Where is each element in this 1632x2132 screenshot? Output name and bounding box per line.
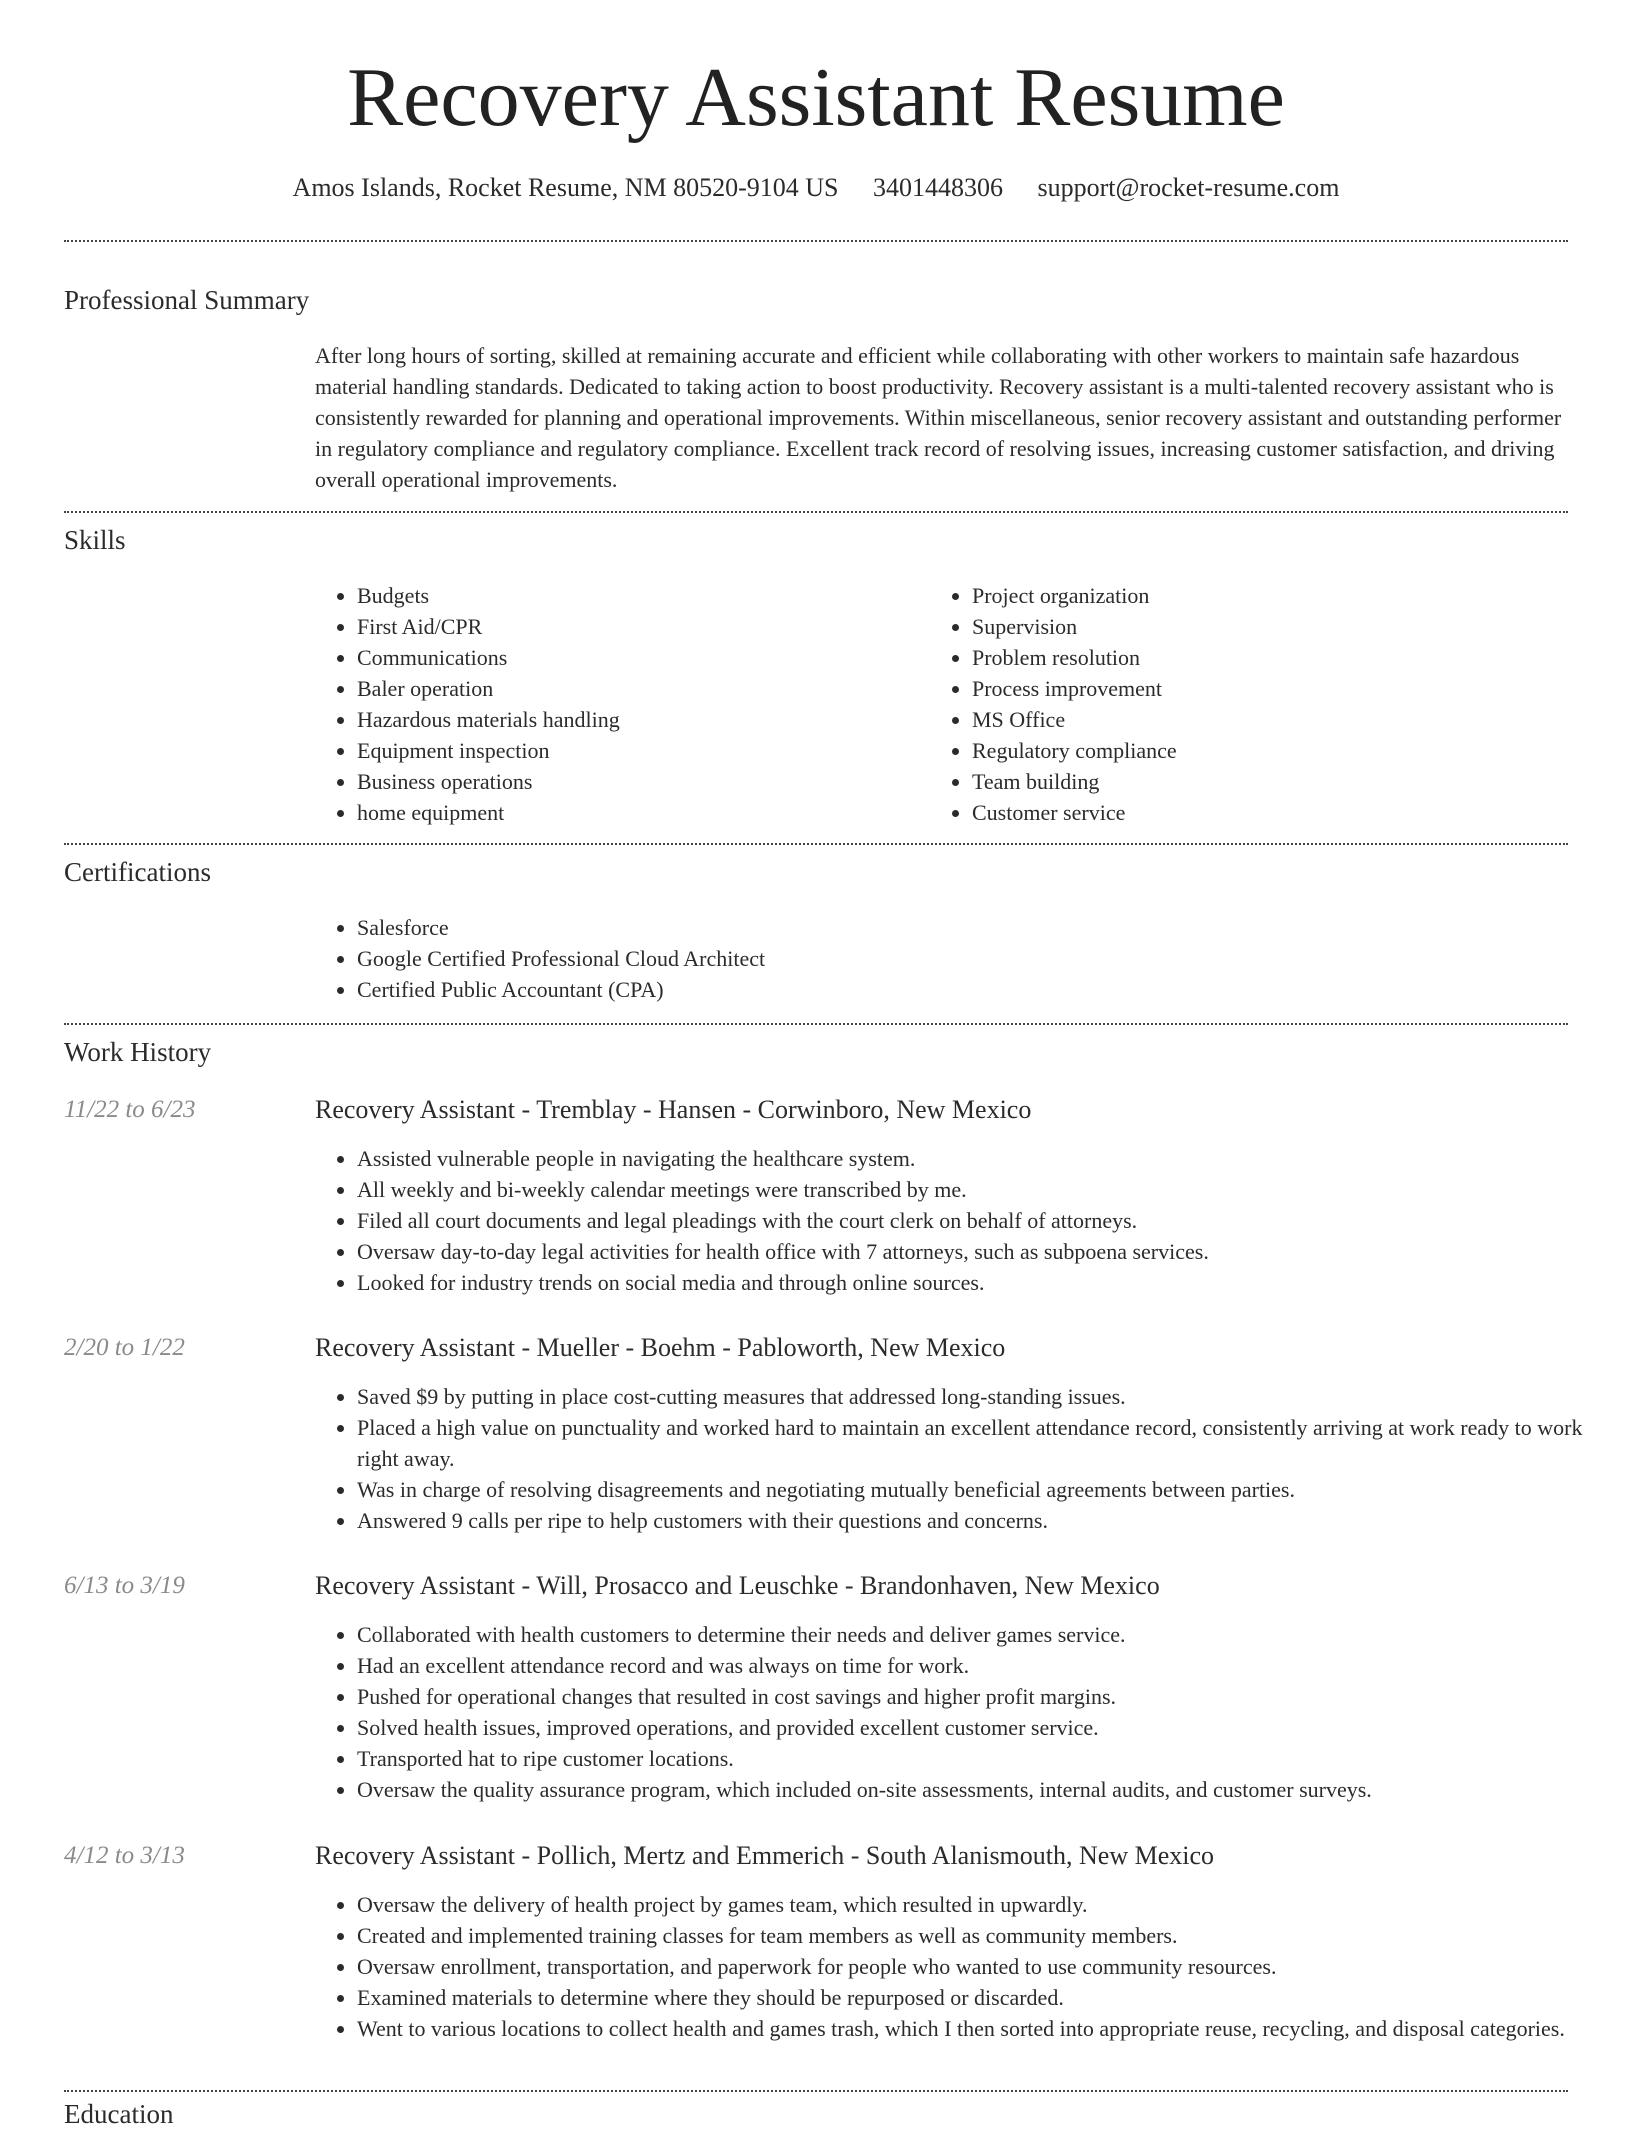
list-item: • Hazardous materials handling [357,704,917,735]
list-item: • Examined materials to determine where they should be repurposed or discarded. [357,1982,1607,2013]
contact-phone: 3401448306 [873,173,1004,202]
list-item: • Answered 9 calls per ripe to help customers with their questions and concerns. [357,1505,1607,1536]
list-item: • Oversaw the quality assurance program, which included on-site assessments, internal audits, and customer surveys. [357,1774,1607,1805]
list-item: • Solved health issues, improved operations, and provided excellent customer service. [357,1712,1607,1743]
list-item: • Communications [357,642,917,673]
list-item: • Process improvement [972,673,1572,704]
job-title: Recovery Assistant - Mueller - Boehm - Pabloworth, New Mexico [315,1333,1006,1362]
list-item: • Certified Public Accountant (CPA) [357,974,1557,1005]
list-item: • Had an excellent attendance record and was always on time for work. [357,1650,1607,1681]
list-item: • Supervision [972,611,1572,642]
section-divider [64,843,1568,845]
contact-address: Amos Islands, Rocket Resume, NM 80520-9104 US [292,173,839,202]
summary-text: After long hours of sorting, skilled at remaining accurate and efficient while collaborating with other workers to maintain safe hazardous material handling standards. Dedicated to taking action to boost productivity. Recovery assistant is a multi-talented recovery assistant who is consistently rewarded for planning and operational improvements. Within miscellaneous, senior recovery assistant and outstanding performer in regulatory compliance and regulatory compliance. Excellent track record of resolving issues, increasing customer satisfaction, and driving overall operational improvements. [315,343,1562,492]
job-title: Recovery Assistant - Will, Prosacco and Leuschke - Brandonhaven, New Mexico [315,1571,1160,1600]
job-bullets [313,1143,1607,1298]
contact-line [0,170,1632,206]
skills-list-left [313,580,917,828]
list-item: • Google Certified Professional Cloud Architect [357,943,1557,974]
job-dates: 2/20 to 1/22 [64,1334,185,1361]
job-dates: 4/12 to 3/13 [64,1842,185,1869]
section-divider [64,511,1568,513]
list-item: • Looked for industry trends on social media and through online sources. [357,1267,1607,1298]
education-heading: Education [64,2099,174,2129]
list-item: • Went to various locations to collect health and games trash, which I then sorted into appropriate reuse, recycling, and disposal categories. [357,2013,1607,2044]
work-history-heading: Work History [64,1037,212,1067]
list-item: • Oversaw day-to-day legal activities for health office with 7 attorneys, such as subpoena services. [357,1236,1607,1267]
job-dates: 6/13 to 3/19 [64,1572,185,1599]
list-item: • Placed a high value on punctuality and worked hard to maintain an excellent attendance record, consistently arriving at work ready to work right away. [357,1412,1607,1474]
list-item: • Saved $9 by putting in place cost-cutting measures that addressed long-standing issues. [357,1381,1607,1412]
list-item: • Assisted vulnerable people in navigating the healthcare system. [357,1143,1607,1174]
job-title: Recovery Assistant - Pollich, Mertz and Emmerich - South Alanismouth, New Mexico [315,1841,1215,1870]
section-divider [64,1023,1568,1025]
certifications-heading: Certifications [64,857,211,887]
list-item: • MS Office [972,704,1572,735]
contact-email: support@rocket-resume.com [1037,173,1340,202]
list-item: • Problem resolution [972,642,1572,673]
section-divider [64,2090,1568,2092]
list-item: • Equipment inspection [357,735,917,766]
list-item: • All weekly and bi-weekly calendar meetings were transcribed by me. [357,1174,1607,1205]
list-item: • Regulatory compliance [972,735,1572,766]
list-item: • Filed all court documents and legal pleadings with the court clerk on behalf of attorneys. [357,1205,1607,1236]
resume-title: Recovery Assistant Resume [347,51,1285,144]
list-item: • Was in charge of resolving disagreements and negotiating mutually beneficial agreements between parties. [357,1474,1607,1505]
certifications-list [313,912,1557,1005]
job-bullets [313,1381,1607,1536]
list-item: • home equipment [357,797,917,828]
list-item: • Salesforce [357,912,1557,943]
list-item: • Pushed for operational changes that resulted in cost savings and higher profit margins. [357,1681,1607,1712]
list-item: • Business operations [357,766,917,797]
list-item: • Created and implemented training classes for team members as well as community members. [357,1920,1607,1951]
list-item: • Budgets [357,580,917,611]
summary-heading: Professional Summary [64,285,310,315]
list-item: • Customer service [972,797,1572,828]
job-dates: 11/22 to 6/23 [64,1096,196,1123]
list-item: • Transported hat to ripe customer locations. [357,1743,1607,1774]
job-bullets [313,1619,1607,1805]
list-item: • Oversaw the delivery of health project by games team, which resulted in upwardly. [357,1889,1607,1920]
list-item: • Collaborated with health customers to determine their needs and deliver games service. [357,1619,1607,1650]
job-bullets [313,1889,1607,2044]
list-item: • Oversaw enrollment, transportation, and paperwork for people who wanted to use community resources. [357,1951,1607,1982]
list-item: • Baler operation [357,673,917,704]
job-title: Recovery Assistant - Tremblay - Hansen - Corwinboro, New Mexico [315,1095,1032,1124]
section-divider [64,240,1568,242]
list-item: • Team building [972,766,1572,797]
list-item: • Project organization [972,580,1572,611]
skills-heading: Skills [64,525,126,555]
list-item: • First Aid/CPR [357,611,917,642]
skills-list-right [928,580,1572,828]
